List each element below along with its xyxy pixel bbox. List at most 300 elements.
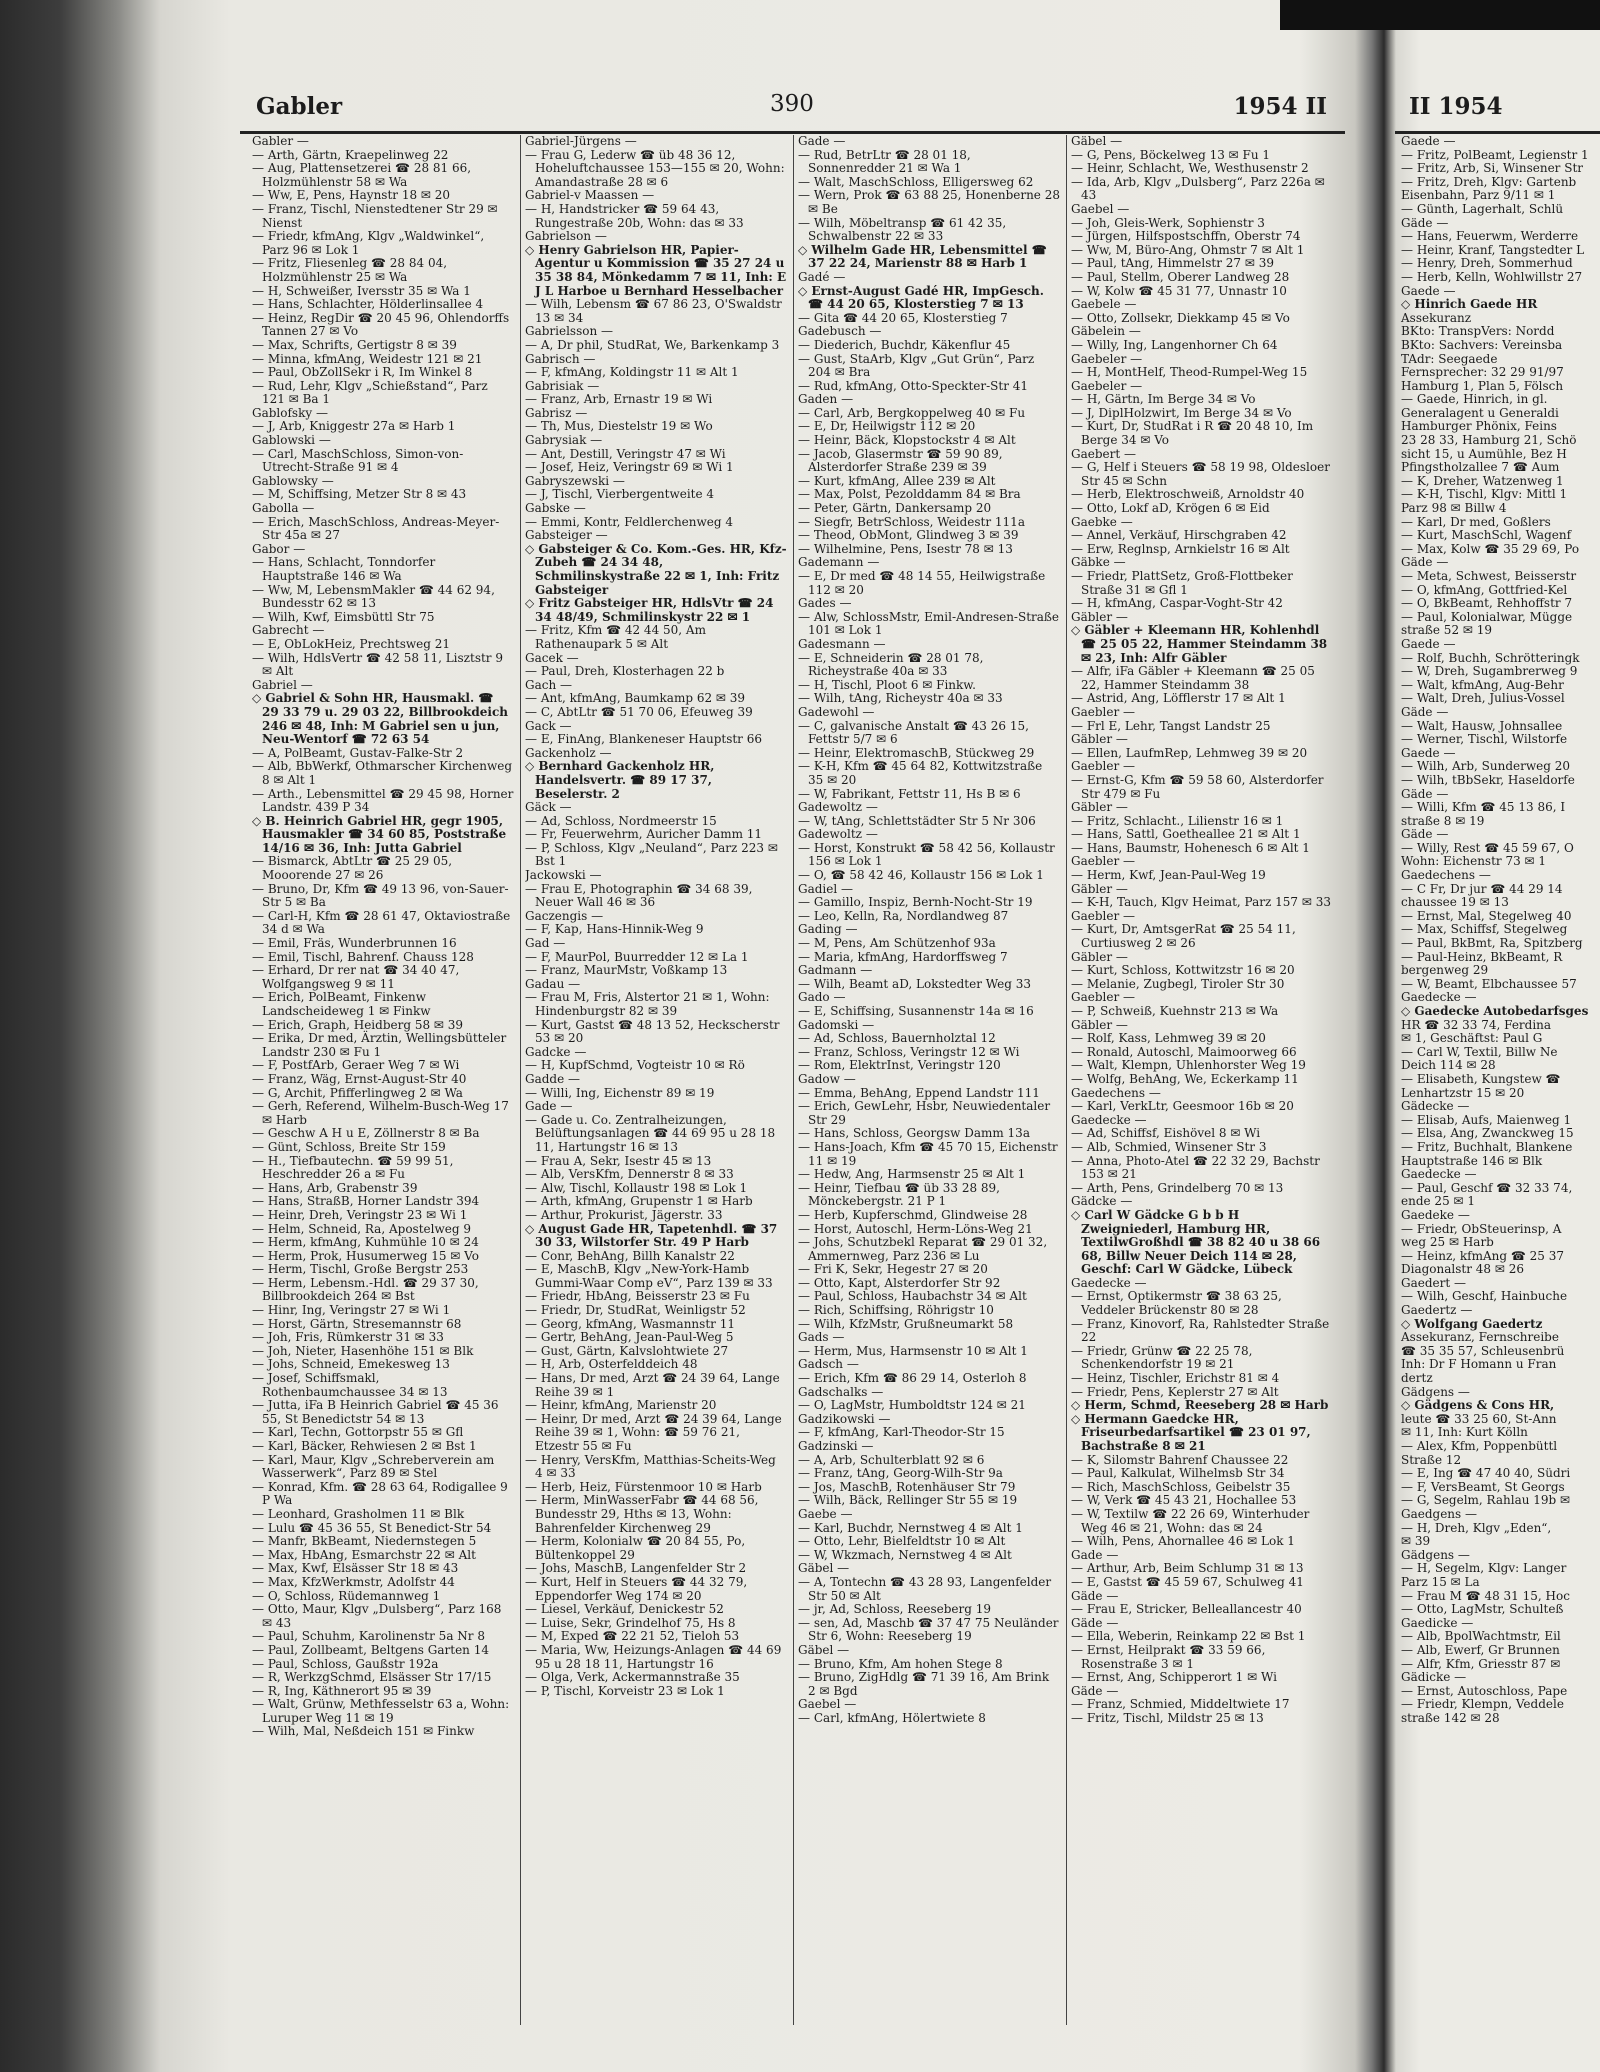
directory-entry: Gadé — [798, 269, 846, 284]
directory-entry: — E, FinAng, Blankeneser Hauptstr 66 [525, 732, 763, 747]
directory-entry: — Werner, Tischl, Wilstorfe [1401, 732, 1568, 747]
directory-entry: — Hans, Sattl, Goetheallee 21 ✉ Alt 1 [1071, 827, 1301, 842]
directory-entry: — H, MontHelf, Theod-Rumpel-Weg 15 [1071, 365, 1308, 380]
directory-entry: — Alw, SchlossMstr, Emil-Andresen-Straße 101 ✉ Lok 1 [798, 609, 1060, 638]
directory-entry: — Heinr, Kranf, Tangstedter L [1401, 242, 1585, 257]
directory-entry: — Gust, Gärtn, Kalvslohtwiete 27 [525, 1343, 729, 1358]
page-header [240, 85, 1345, 134]
directory-entry: — Fri K, Sekr, Hegestr 27 ✉ 20 [798, 1262, 988, 1277]
directory-entry: — Heinz, RegDir ☎ 20 45 96, Ohlendorffs Tannen 27 ✉ Vo [252, 310, 510, 339]
directory-entry: — Fritz, Arb, Si, Winsener Str [1401, 161, 1583, 176]
directory-entry: ◇ Gäbler + Kleemann HR, Kohlenhdl ☎ 25 05 22, Hammer Steindamm 38 ✉ 23, Inh: Alfr Gäbler [1071, 623, 1328, 665]
directory-entry: — Henry, VersKfm, Matthias-Scheits-Weg 4 ✉ 33 [525, 1452, 776, 1481]
directory-entry: Lenhartzstr 15 ✉ 20 [1401, 1085, 1525, 1100]
directory-entry: Gäbler — [1071, 609, 1128, 624]
directory-entry: Gabrysiak — [525, 433, 603, 448]
directory-entry: — H, Gärtn, Im Berge 34 ✉ Vo [1071, 392, 1256, 407]
directory-entry: ✉ 11, Inh: Kurt Kölln [1401, 1425, 1528, 1440]
directory-entry: — Willi, Ing, Eichenstr 89 ✉ 19 [525, 1085, 715, 1100]
directory-entry: — Fritz, Dreh, Klgv: Gartenb [1401, 174, 1577, 189]
directory-entry: — Wilh, Geschf, Hainbuche [1401, 1289, 1568, 1304]
directory-entry: — Frau A, Sekr, Isestr 45 ✉ 13 [525, 1153, 712, 1168]
directory-entry: straße 52 ✉ 19 [1401, 623, 1493, 638]
directory-entry: — Wern, Prok ☎ 63 88 25, Honenberne 28 ✉ Be [798, 188, 1060, 216]
directory-entry: — Wilh, Lebensm ☎ 67 86 23, O'Swaldstr 13 ✉ 34 [525, 297, 782, 325]
directory-entry: — Erich, PolBeamt, Finkenw Landscheideweg 1 ✉ Finkw [252, 990, 431, 1018]
directory-entry: — Karl, Bäcker, Rehwiesen 2 ✉ Bst 1 [252, 1439, 477, 1453]
directory-entry: straße 142 ✉ 28 [1401, 1710, 1500, 1725]
directory-entry: Gaede — [1401, 636, 1456, 651]
directory-entry: — Arthur, Prokurist, Jägerstr. 33 [525, 1207, 723, 1222]
directory-entry: — Hinr, Ing, Veringstr 27 ✉ Wi 1 [252, 1303, 451, 1318]
directory-entry: — Otto, Lokf aD, Krögen 6 ✉ Eid [1071, 501, 1270, 516]
directory-entry: — Max, Kwf, Elsässer Str 18 ✉ 43 [252, 1561, 459, 1576]
directory-entry: — Alex, Kfm, Poppenbüttl [1401, 1439, 1558, 1453]
directory-entry: — Paul, BkBmt, Ra, Spitzberg [1401, 936, 1583, 951]
directory-entry: Gäbler — [1071, 949, 1128, 964]
directory-entry: — Hans, Schlacht, Tonndorfer Hauptstraße 146 ✉ Wa [252, 555, 436, 583]
directory-entry: — Maria, kfmAng, Hardorffsweg 7 [798, 949, 1008, 964]
directory-entry: — Alb, BbWerkf, Othmarscher Kirchenweg 8 ✉ Alt 1 [252, 759, 513, 787]
directory-entry: — Fritz, Buchhalt, Blankene [1401, 1139, 1573, 1154]
directory-entry: Gadau — [525, 976, 581, 991]
directory-entry: — Anna, Photo-Atel ☎ 22 32 29, Bachstr 153 ✉ 21 [1071, 1153, 1320, 1182]
directory-entry: straße 8 ✉ 19 [1401, 813, 1485, 828]
directory-entry: — Herb, Elektroschweiß, Arnoldstr 40 [1071, 487, 1305, 502]
directory-entry: Gablowski — [252, 433, 331, 448]
directory-entry: — Kurt, Helf in Steuers ☎ 44 32 79, Eppendorfer Weg 174 ✉ 20 [525, 1574, 748, 1603]
directory-entry: — F, VersBeamt, St Georgs [1401, 1479, 1565, 1494]
directory-entry: Gaebler — [1071, 908, 1136, 923]
directory-entry: Gäde — [1071, 1615, 1119, 1630]
directory-entry: — Horst, Gärtn, Stresemannstr 68 [252, 1316, 462, 1331]
directory-entry: — Heinr, kfmAng, Marienstr 20 [525, 1398, 717, 1413]
directory-entry: Gabrisch — [525, 351, 596, 366]
directory-entry: — Wilh, KfzMstr, Grußneumarkt 58 [798, 1316, 1014, 1331]
directory-entry: — Fritz, Kfm ☎ 42 44 50, Am Rathenaupark 5 ✉ Alt [525, 623, 706, 651]
directory-entry: — Karl, Dr med, Goßlers [1401, 514, 1551, 529]
directory-entry: Gaedicke — [1401, 1615, 1474, 1630]
directory-entry: leute ☎ 33 25 60, St-Ann [1401, 1411, 1557, 1426]
directory-entry: — Rolf, Buchh, Schrötteringk [1401, 650, 1580, 665]
directory-entry: Gädecke — [1401, 1099, 1470, 1114]
directory-entry: Gaebe — [798, 1506, 853, 1521]
directory-entry: — Willy, Ing, Langenhorner Ch 64 [1071, 337, 1278, 352]
directory-entry: — Günt, Schloss, Breite Str 159 [252, 1139, 446, 1154]
directory-entry: BKto: Sachvers: Vereinsba [1401, 337, 1563, 352]
directory-entry: — Elisabeth, Kungstew ☎ [1401, 1071, 1561, 1086]
directory-entry: — Heinr, Tiefbau ☎ üb 33 28 89, Mönckebergstr. 21 P 1 [798, 1180, 1000, 1209]
directory-entry: — Ernst, Ang, Schipperort 1 ✉ Wi [1071, 1670, 1277, 1685]
directory-entry: ☎ 35 35 57, Schleusenbrü [1401, 1343, 1565, 1358]
directory-entry: sicht 15, u Aumühle, Bez H [1401, 446, 1567, 461]
directory-entry: Gaebler — [1071, 759, 1136, 774]
facing-page-fragment [1395, 85, 1600, 2045]
directory-entry: — Erich, GewLehr, Hsbr, Neuwiedentaler Str 29 [798, 1099, 1051, 1127]
directory-entry: — Joh, Fris, Rümkerstr 31 ✉ 33 [252, 1330, 444, 1345]
directory-entry: ◇ Carl W Gädcke G b b H Zweigniederl, Hamburg HR, TextilwGroßhdl ☎ 38 82 40 u 38 66 68, Billw Neuer Deich 114 ✉ 28, Geschf: Carl W Gädcke, Lübeck [1071, 1207, 1321, 1277]
directory-entry: — Johs, Schutzbekl Reparat ☎ 29 01 32, Ammernweg, Parz 236 ✉ Lu [798, 1235, 1048, 1263]
directory-entry: — Paul, Kolonialwar, Mügge [1401, 609, 1573, 624]
directory-entry: Gadschalks — [798, 1384, 884, 1399]
directory-entry: — Rom, ElektrInst, Veringstr 120 [798, 1058, 1001, 1073]
directory-entry: Inh: Dr F Homann u Fran [1401, 1357, 1557, 1372]
directory-entry: — Leonhard, Grasholmen 11 ✉ Blk [252, 1506, 465, 1521]
directory-entry: — Max, HbAng, Esmarchstr 22 ✉ Alt [252, 1547, 476, 1562]
directory-entry: — Fritz, Fliesenleg ☎ 28 84 04, Holzmühlenstr 25 ✉ Wa [252, 256, 448, 284]
directory-entry: — Jürgen, Hilfspostschffn, Oberstr 74 [1071, 229, 1301, 244]
directory-entry: — Rud, kfmAng, Otto-Speckter-Str 41 [798, 378, 1029, 393]
directory-entry: — Kurt, Dr, StudRat i R ☎ 20 48 10, Im Berge 34 ✉ Vo [1071, 419, 1314, 448]
directory-entry: — Karl, Buchdr, Nernstweg 4 ✉ Alt 1 [798, 1520, 1023, 1535]
directory-entry: Gach — [525, 677, 573, 692]
directory-entry: ✉ 1, Geschäftst: Paul G [1401, 1031, 1543, 1046]
directory-entry: Gaedeke — [1401, 1207, 1470, 1222]
directory-entry: — Georg, kfmAng, Wasmannstr 11 [525, 1316, 735, 1331]
directory-entry: Gabrielson — [525, 229, 607, 244]
directory-entry: Gaedechens — [1071, 1085, 1161, 1100]
directory-entry: — W, Textilw ☎ 22 26 69, Winterhuder Weg 46 ✉ 21, Wohn: das ✉ 24 [1071, 1506, 1310, 1535]
directory-entry: HR ☎ 32 33 74, Ferdina [1401, 1017, 1552, 1032]
directory-entry: — Walt, Hausw, Johnsallee [1401, 718, 1563, 733]
directory-entry: — Hans, Dr med, Arzt ☎ 24 39 64, Lange Reihe 39 ✉ 1 [525, 1371, 780, 1399]
directory-entry: — Wilh, tBbSekr, Haseldorfe [1401, 772, 1575, 787]
directory-entry: ◇ Herm, Schmd, Reeseberg 28 ✉ Harb [1071, 1398, 1329, 1413]
directory-entry: — Arth, Pens, Grindelberg 70 ✉ 13 [1071, 1180, 1284, 1195]
directory-entry: — E, Ing ☎ 47 40 40, Südri [1401, 1466, 1571, 1481]
directory-entry: — F, PostfArb, Geraer Weg 7 ✉ Wi [252, 1058, 460, 1073]
facing-page-header [1395, 85, 1600, 134]
directory-entry: ende 25 ✉ 1 [1401, 1194, 1476, 1209]
directory-entry: — Frau E, Photographin ☎ 34 68 39, Neuer Wall 46 ✉ 36 [525, 881, 753, 910]
directory-entry: — F, kfmAng, Karl-Theodor-Str 15 [798, 1425, 1005, 1440]
directory-entry: Gadmann — [798, 963, 873, 978]
directory-entry: Gäde — [1401, 827, 1449, 842]
directory-entry: — Rich, Schiffsing, Röhrigstr 10 [798, 1303, 994, 1318]
directory-entry: — M, Exped ☎ 22 21 52, Tieloh 53 [525, 1629, 740, 1644]
column-1 [252, 135, 514, 2035]
directory-entry: — Ellen, LaufmRep, Lehmweg 39 ✉ 20 [1071, 745, 1308, 760]
directory-entry: Gad — [525, 936, 566, 951]
directory-entry: — Friedr, kfmAng, Klgv „Waldwinkel“, Parz 96 ✉ Lok 1 [252, 229, 485, 257]
directory-entry: — Ronald, Autoschl, Maimoorweg 66 [1071, 1044, 1297, 1059]
directory-entry: — Hans-Joach, Kfm ☎ 45 70 15, Eichenstr 11 ✉ 19 [798, 1139, 1058, 1168]
directory-entry: — Bruno, Kfm, Am hohen Stege 8 [798, 1656, 1003, 1671]
directory-entry: — C, AbtLtr ☎ 51 70 06, Efeuweg 39 [525, 704, 753, 719]
directory-entry: — Kurt, Schloss, Kottwitzstr 16 ✉ 20 [1071, 963, 1295, 978]
directory-entry: Gäbelein — [1071, 324, 1141, 339]
directory-entry: — Hans, Feuerwm, Werderre [1401, 229, 1579, 244]
directory-entry: — H, KupfSchmd, Vogteistr 10 ✉ Rö [525, 1058, 745, 1073]
directory-entry: — C, galvanische Anstalt ☎ 43 26 15, Fettstr 5/7 ✉ 6 [798, 718, 1029, 747]
directory-entry: — Jutta, iFa B Heinrich Gabriel ☎ 45 36 55, St Benedictstr 54 ✉ 13 [252, 1398, 499, 1426]
directory-entry: — Paul, Schloss, Haubachstr 34 ✉ Alt [798, 1289, 1027, 1304]
directory-entry: — G, Pens, Böckelweg 13 ✉ Fu 1 [1071, 147, 1271, 162]
directory-entry: Fernsprecher: 32 29 91/97 [1401, 365, 1564, 380]
directory-entry: — Friedr, Grünw ☎ 22 25 78, Schenkendorfstr 19 ✉ 21 [1071, 1343, 1253, 1372]
directory-entry: — Herb, Kelln, Wohlwillstr 27 [1401, 269, 1583, 284]
directory-entry: — Heinr, Schlacht, We, Westhusenstr 2 [1071, 161, 1309, 176]
directory-entry: Gaebel — [1071, 201, 1130, 216]
directory-entry: — Willi, Kfm ☎ 45 13 86, I [1401, 800, 1566, 815]
directory-entry: — Ernst, Mal, Stegelweg 40 [1401, 908, 1572, 923]
directory-entry: — A, Tontechn ☎ 43 28 93, Langenfelder Str 50 ✉ Alt [798, 1574, 1052, 1603]
directory-entry: Gack — [525, 718, 572, 733]
directory-entry: — Rolf, Kass, Lehmweg 39 ✉ 20 [1071, 1031, 1266, 1046]
directory-entry: — Hans, Arb, Grabenstr 39 [252, 1180, 418, 1195]
directory-entry: — Hans, Schloss, Georgsw Damm 13a [798, 1126, 1030, 1141]
directory-entry: — Annel, Verkäuf, Hirschgraben 42 [1071, 528, 1287, 543]
directory-entry: — Gamillo, Inspiz, Bernh-Nocht-Str 19 [798, 895, 1033, 910]
directory-entry: — Franz, tAng, Georg-Wilh-Str 9a [798, 1466, 1003, 1481]
directory-entry: — Frau G, Lederw ☎ üb 48 36 12, Hoheluftchaussee 153—155 ✉ 20, Wohn: Amandastraße 28 ✉ 6 [525, 147, 785, 189]
directory-entry: ◇ Gädgens & Cons HR, [1401, 1398, 1555, 1413]
directory-entry: — Hans, Baumstr, Hohenesch 6 ✉ Alt 1 [1071, 840, 1310, 855]
directory-entry: — Friedr, Pens, Keplerstr 27 ✉ Alt [1071, 1384, 1279, 1399]
directory-entry: — Franz, MaurMstr, Voßkamp 13 [525, 963, 728, 978]
directory-entry: ◇ Ernst-August Gadé HR, ImpGesch. ☎ 44 20 65, Klosterstieg 7 ✉ 13 [798, 283, 1044, 312]
directory-entry: — Heinr, Bäck, Klopstockstr 4 ✉ Alt [798, 433, 1016, 448]
directory-entry: — Frl E, Lehr, Tangst Landstr 25 [1071, 718, 1271, 733]
directory-entry: — Ad, Schloss, Nordmeerstr 15 [525, 813, 717, 828]
directory-entry: — Wilh, Beamt aD, Lokstedter Weg 33 [798, 976, 1031, 991]
directory-entry: Hamburg 1, Plan 5, Fölsch [1401, 378, 1564, 393]
directory-entry: ◇ Gabriel & Sohn HR, Hausmakl. ☎ 29 33 79 u. 29 03 22, Billbrookdeich 246 ✉ 48, Inh: M Gabriel sen u jun, Neu-Wentorf ☎ 72 63 54 [252, 691, 508, 747]
directory-entry: — Elsa, Ang, Zwanckweg 15 [1401, 1126, 1574, 1141]
directory-entry: — Arth., Lebensmittel ☎ 29 45 98, Horner Landstr. 439 P 34 [252, 786, 514, 815]
directory-entry: — Ww, M, LebensmMakler ☎ 44 62 94, Bundesstr 62 ✉ 13 [252, 582, 495, 611]
directory-entry: — H, Schweißer, Iversstr 35 ✉ Wa 1 [252, 283, 471, 298]
directory-entry: — G, Helf i Steuers ☎ 58 19 98, Oldesloer Str 45 ✉ Schn [1071, 460, 1330, 488]
directory-entry: Assekuranz [1401, 310, 1472, 325]
directory-entry: — Siegfr, BetrSchloss, Weidestr 111a [798, 514, 1025, 529]
directory-entry: — J, Arb, Kniggestr 27a ✉ Harb 1 [252, 419, 456, 434]
directory-entry: BKto: TranspVers: Nordd [1401, 324, 1555, 339]
column-3 [798, 135, 1060, 2035]
directory-entry: Gabske — [525, 501, 586, 516]
directory-entry: — Gerh, Referend, Wilhelm-Busch-Weg 17 ✉ Harb [252, 1099, 509, 1127]
directory-entry: Gadebusch — [798, 324, 882, 339]
directory-entry: — Ernst-G, Kfm ☎ 59 58 60, Alsterdorfer Str 479 ✉ Fu [1071, 772, 1324, 801]
directory-entry: — Josef, Schiffsmakl, Rothenbaumchaussee 34 ✉ 13 [252, 1371, 448, 1399]
directory-entry: Gade — [525, 1099, 573, 1114]
directory-entry: — Karl, Techn, Gottorpstr 55 ✉ Gfl [252, 1425, 464, 1440]
directory-entry: — Emil, Tischl, Bahrenf. Chauss 128 [252, 949, 474, 964]
directory-entry: — Ant, Destill, Veringstr 47 ✉ Wi [525, 446, 726, 461]
directory-entry: — G, Archit, Pfifferlingweg 2 ✉ Wa [252, 1085, 463, 1100]
directory-entry: — O, kfmAng, Gottfried-Kel [1401, 582, 1568, 597]
directory-entry: chaussee 19 ✉ 13 [1401, 895, 1509, 910]
directory-entry: — Rich, MaschSchloss, Geibelstr 35 [1071, 1479, 1291, 1494]
directory-entry: — Erich, Graph, Heidberg 58 ✉ 39 [252, 1017, 464, 1032]
header-surname: Gabler [256, 93, 343, 120]
directory-entry: — F, Kap, Hans-Hinnik-Weg 9 [525, 922, 704, 937]
facing-page-column [1401, 135, 1600, 1725]
directory-entry: — Otto, Zollsekr, Diekkamp 45 ✉ Vo [1071, 310, 1290, 325]
directory-entry: — E, ObLokHeiz, Prechtsweg 21 [252, 636, 451, 651]
directory-entry: — Karl, Maur, Klgv „Schreberverein am Wasserwerk“, Parz 89 ✉ Stel [252, 1452, 495, 1481]
directory-entry: — Joh, Nieter, Hasenhöhe 151 ✉ Blk [252, 1343, 474, 1358]
directory-entry: Gadzinski — [798, 1439, 874, 1453]
directory-entry: — M, Schiffsing, Metzer Str 8 ✉ 43 [252, 487, 467, 502]
directory-entry: — Alb, Ewerf, Gr Brunnen [1401, 1642, 1560, 1657]
directory-entry: — Hedw, Ang, Harmsenstr 25 ✉ Alt 1 [798, 1167, 1026, 1182]
directory-entry: ◇ Fritz Gabsteiger HR, HdlsVtr ☎ 24 34 48/49, Schmilinskystr 22 ✉ 1 [525, 596, 774, 624]
directory-entry: — Alb, BpolWachtmstr, Eil [1401, 1629, 1561, 1644]
directory-entry: Gäde — [1071, 1588, 1119, 1603]
directory-entry: — Walt, kfmAng, Aug-Behr [1401, 677, 1564, 692]
directory-entry: — Paul, Kalkulat, Wilhelmsb Str 34 [1071, 1466, 1285, 1481]
directory-entry: — Leo, Kelln, Ra, Nordlandweg 87 [798, 908, 1009, 923]
directory-entry: — Max, Schrifts, Gertigstr 8 ✉ 39 [252, 337, 457, 352]
directory-entry: Jackowski — [525, 868, 602, 883]
directory-entry: — Franz, Tischl, Nienstedtener Str 29 ✉ Nienst [252, 201, 498, 230]
directory-entry: ◇ Gaedecke Autobedarfsges [1401, 1004, 1589, 1018]
directory-entry: — Walt, MaschSchloss, Elligersweg 62 [798, 174, 1034, 189]
directory-entry: Gaczengis — [525, 908, 604, 923]
directory-entry: — Gita ☎ 44 20 65, Klosterstieg 7 [798, 310, 1008, 325]
directory-entry: — Franz, Schloss, Veringstr 12 ✉ Wi [798, 1044, 1020, 1059]
directory-entry: Gackenholz — [525, 745, 612, 760]
directory-entry: — J, DiplHolzwirt, Im Berge 34 ✉ Vo [1071, 405, 1292, 420]
directory-entry: Gacek — [525, 650, 579, 665]
directory-entry: Eisenbahn, Parz 9/11 ✉ 1 [1401, 188, 1556, 203]
directory-entry: — Ant, kfmAng, Baumkamp 62 ✉ 39 [525, 691, 746, 706]
directory-entry: — Heinr, ElektromaschB, Stückweg 29 [798, 745, 1035, 760]
directory-entry: Gado — [798, 990, 846, 1005]
directory-entry: — Kurt, kfmAng, Allee 239 ✉ Alt [798, 473, 996, 488]
directory-entry: — Carl, kfmAng, Hölertwiete 8 [798, 1710, 986, 1725]
directory-entry: — W, Dreh, Sugambrerweg 9 [1401, 664, 1578, 679]
directory-entry: — Olga, Verk, Ackermannstraße 35 [525, 1670, 740, 1685]
directory-entry: Gabler — [252, 135, 309, 148]
directory-entry: Hauptstraße 146 ✉ Blk [1401, 1153, 1543, 1168]
directory-entry: — Franz, Wäg, Ernst-August-Str 40 [252, 1071, 467, 1086]
directory-entry: ◇ Wolfgang Gaedertz [1401, 1316, 1543, 1331]
directory-entry: Gabrecht — [252, 623, 325, 638]
directory-entry: Gäde — [1071, 1683, 1119, 1698]
directory-entry: — Walt, Dreh, Julius-Vossel [1401, 691, 1565, 706]
directory-entry: Gabrisz — [525, 405, 588, 420]
directory-entry: — F, MaurPol, Buurredder 12 ✉ La 1 [525, 949, 749, 964]
directory-entry: — Herm, kfmAng, Kuhmühle 10 ✉ 24 [252, 1235, 479, 1250]
directory-entry: — Kurt, Gastst ☎ 48 13 52, Heckscherstr 53 ✉ 20 [525, 1017, 780, 1046]
directory-entry: — Wolfg, BehAng, We, Eckerkamp 11 [1071, 1071, 1299, 1086]
directory-entry: — Bruno, Dr, Kfm ☎ 49 13 96, von-Sauer-Str 5 ✉ Ba [252, 881, 509, 910]
directory-entry: Gading — [798, 922, 858, 937]
directory-page [240, 85, 1345, 2045]
directory-entry: Gadsch — [798, 1357, 859, 1372]
directory-entry: Gaede — [1401, 283, 1456, 298]
directory-entry: — O, BkBeamt, Rehhoffstr 7 [1401, 596, 1573, 611]
directory-entry: — Johs, MaschB, Langenfelder Str 2 [525, 1561, 747, 1576]
directory-entry: — Kurt, Dr, AmtsgerRat ☎ 25 54 11, Curtiusweg 2 ✉ 26 [1071, 922, 1296, 951]
directory-entry: — Otto, Kapt, Alsterdorfer Str 92 [798, 1275, 1001, 1290]
directory-entry: 23 28 33, Hamburg 21, Schö [1401, 433, 1577, 448]
directory-entry: Gadewoltz — [798, 800, 878, 815]
directory-entry: — Ww, M, Büro-Ang, Ohmstr 7 ✉ Alt 1 [1071, 242, 1305, 257]
directory-entry: — Maria, Ww, Heizungs-Anlagen ☎ 44 69 95 u 28 18 11, Hartungstr 16 [525, 1642, 782, 1671]
directory-entry: — Johs, Schneid, Emekesweg 13 [252, 1357, 450, 1372]
directory-entry: — Paul, Schuhm, Karolinenstr 5a Nr 8 [252, 1629, 485, 1644]
directory-entry: — H, Dreh, Klgv „Eden“, [1401, 1520, 1552, 1535]
directory-entry: Generalagent u Generaldi [1401, 405, 1559, 420]
directory-entry: Gaedertz — [1401, 1303, 1473, 1318]
directory-entry: Gäck — [525, 800, 572, 815]
directory-entry: Gaden — [798, 392, 854, 407]
directory-entry: Gadesmann — [798, 636, 886, 651]
directory-entry: — Fritz, Schlacht., Lilienstr 16 ✉ 1 [1071, 813, 1284, 828]
directory-entry: Gäbler — [1071, 1017, 1128, 1032]
directory-entry: — H, Arb, Osterfelddeich 48 [525, 1357, 698, 1372]
directory-entry: — W, Beamt, Elbchaussee 57 [1401, 976, 1577, 991]
directory-entry: — Horst, Autoschl, Herm-Löns-Weg 21 [798, 1221, 1033, 1236]
directory-entry: — G, Segelm, Rahlau 19b ✉ [1401, 1493, 1571, 1508]
directory-entry: — Max, Polst, Pezolddamm 84 ✉ Bra [798, 487, 1021, 502]
directory-entry: Gaedert — [1401, 1275, 1466, 1290]
directory-entry: — Günth, Lagerhalt, Schlü [1401, 201, 1564, 216]
directory-entry: Gäbel — [1071, 135, 1123, 148]
directory-entry: — Erw, Reglnsp, Arnkielstr 16 ✉ Alt [1071, 541, 1290, 556]
directory-entry: — W, tAng, Schlettstädter Str 5 Nr 306 [798, 813, 1036, 828]
directory-entry: — P, Schweiß, Kuehnstr 213 ✉ Wa [1071, 1004, 1279, 1018]
directory-entry: — Friedr, Dr, StudRat, Weinligstr 52 [525, 1303, 746, 1318]
directory-entry: Gaedecke — [1401, 1167, 1477, 1182]
directory-entry: — Fritz, Tischl, Mildstr 25 ✉ 13 [1071, 1710, 1264, 1725]
directory-entry: — H., Tiefbautechn. ☎ 59 99 51, Heschredder 26 a ✉ Fu [252, 1153, 454, 1182]
directory-entry: — Alb, Schmied, Winsener Str 3 [1071, 1139, 1267, 1154]
directory-entry: — Friedr, ObSteuerinsp, A [1401, 1221, 1562, 1236]
directory-entry: — Herb, Heiz, Fürstenmoor 10 ✉ Harb [525, 1479, 762, 1494]
directory-entry: Gäde — [1401, 704, 1449, 719]
directory-entry: — J, Tischl, Vierbergentweite 4 [525, 487, 715, 502]
column-4 [1071, 135, 1333, 2035]
directory-entry: — Emmi, Kontr, Feldlerchenweg 4 [525, 514, 734, 529]
directory-entry: — O, LagMstr, Humboldtstr 124 ✉ 21 [798, 1398, 1026, 1413]
directory-entry: — Conr, BehAng, Billh Kanalstr 22 [525, 1248, 735, 1263]
directory-entry: — R, Ing, Käthnerort 95 ✉ 39 [252, 1683, 432, 1698]
directory-entry: — Otto, Lehr, Bielfeldtstr 10 ✉ Alt [798, 1534, 1006, 1549]
directory-entry: — A, Arb, Schulterblatt 92 ✉ 6 [798, 1452, 985, 1467]
directory-entry: — Wilh, Pens, Ahornallee 46 ✉ Lok 1 [1071, 1534, 1295, 1549]
directory-entry: — Heinz, Tischler, Erichstr 81 ✉ 4 [1071, 1371, 1280, 1386]
directory-entry: Wohn: Eichenstr 73 ✉ 1 [1401, 854, 1547, 869]
directory-entry: Gabrisiak — [525, 378, 600, 393]
directory-entry: — Friedr, Klempn, Veddele [1401, 1697, 1564, 1712]
directory-entry: — Fr, Feuerwehrm, Auricher Damm 11 [525, 827, 763, 842]
directory-entry: dertz [1401, 1371, 1433, 1386]
directory-entry: — Bismarck, AbtLtr ☎ 25 29 05, Mooorende 27 ✉ 26 [252, 854, 453, 883]
page-number: 390 [770, 91, 814, 117]
directory-entry: — Astrid, Ang, Löfflerstr 17 ✉ Alt 1 [1071, 691, 1286, 706]
directory-entry: Gabsteiger — [525, 528, 608, 543]
directory-entry: — W, Wkzmach, Nernstweg 4 ✉ Alt [798, 1547, 1012, 1562]
directory-entry: — sen, Ad, Maschb ☎ 37 47 75 Neuländer Str 6, Wohn: Reeseberg 19 [798, 1615, 1059, 1644]
directory-entry: — H, Handstricker ☎ 59 64 43, Rungestraße 20b, Wohn: das ✉ 33 [525, 201, 744, 230]
directory-entry: — P, Tischl, Korveistr 23 ✉ Lok 1 [525, 1683, 725, 1698]
directory-entry: — K-H, Kfm ☎ 45 64 82, Kottwitzstraße 35 ✉ 20 [798, 759, 1043, 787]
directory-entry: — Carl, MaschSchloss, Simon-von-Utrecht-Straße 91 ✉ 4 [252, 446, 464, 475]
directory-entry: — Heinz, kfmAng ☎ 25 37 [1401, 1248, 1564, 1263]
directory-entry: — R, WerkzgSchmd, Elsässer Str 17/15 [252, 1670, 492, 1685]
directory-entry: — Arth, Gärtn, Kraepelinweg 22 [252, 147, 449, 162]
directory-entry: — K, Dreher, Watzenweg 1 [1401, 473, 1564, 488]
directory-entry: — E, Schneiderin ☎ 28 01 78, Richeystraße 40a ✉ 33 [798, 650, 984, 679]
directory-entry: — Wilh, HdlsVertr ☎ 42 58 11, Lisztstr 9 ✉ Alt [252, 650, 503, 679]
directory-columns [252, 135, 1342, 2035]
directory-entry: Gads — [798, 1330, 845, 1345]
directory-entry: — Herm, MinWasserFabr ☎ 44 68 56, Bundesstr 29, Hths ✉ 13, Wohn: Bahrenfelder Kirchenweg 29 [525, 1493, 759, 1535]
